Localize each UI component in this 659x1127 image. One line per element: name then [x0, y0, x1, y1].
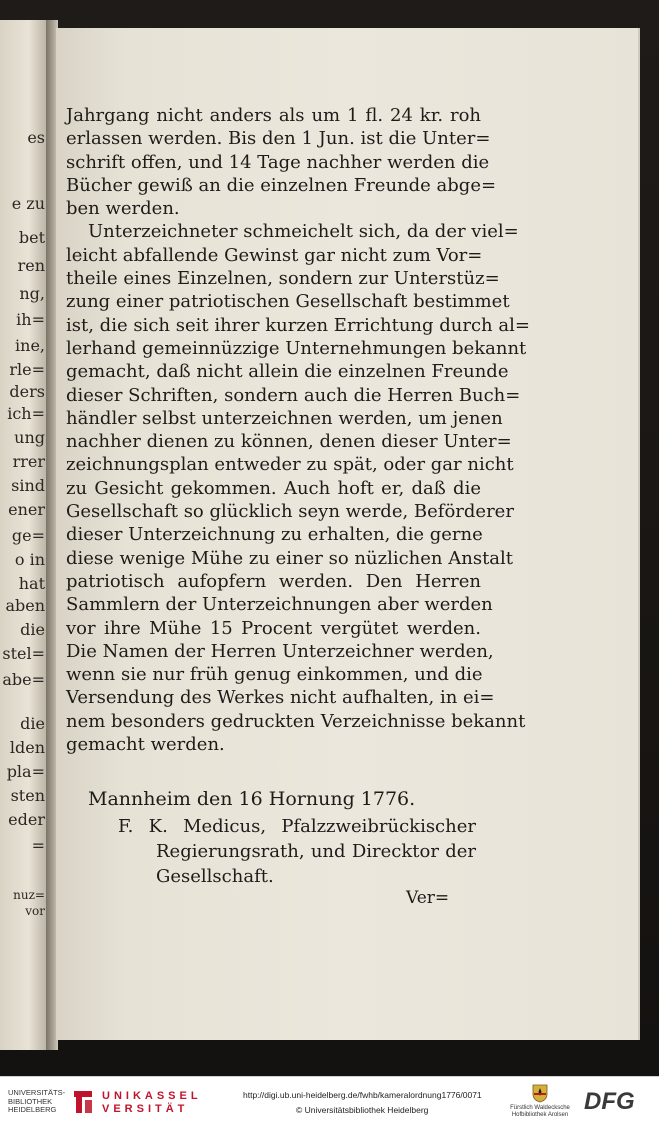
left-fragment: die: [20, 620, 45, 639]
ub-heidelberg-logo[interactable]: UNIVERSITÄTS-BIBLIOTHEK HEIDELBERG: [8, 1088, 66, 1114]
left-fragment: aben: [5, 596, 45, 615]
left-fragment: abe=: [2, 670, 45, 689]
text-line: Gesellschaft so glücklich seyn werde, Beförderer: [66, 501, 514, 523]
waldeck-library-logo[interactable]: [500, 1083, 580, 1119]
left-fragment: ine,: [15, 336, 45, 355]
left-fragment: o in: [14, 550, 45, 569]
left-fragment: ih=: [16, 310, 45, 329]
waldeck-label: Fürstlich Waldecksche Hofbibliothek Arolsen: [510, 1105, 570, 1118]
text-line: theile eines Einzelnen, sondern zur Unterstüz=: [66, 268, 500, 290]
signature-line: Regierungsrath, und Direcktor der: [156, 841, 476, 862]
text-line: vor ihre Mühe 15 Procent vergütet werden.: [66, 617, 481, 639]
left-fragment: ren: [17, 256, 45, 275]
text-line: diese wenige Mühe zu einer so nüzlichen Anstalt: [66, 547, 514, 569]
text-line: gemacht, daß nicht allein die einzelnen Freunde: [66, 361, 509, 383]
left-fragment: ung: [14, 428, 45, 447]
left-fragment: pla=: [6, 762, 45, 781]
body-text: [66, 104, 530, 756]
dfg-logo[interactable]: DFG: [584, 1088, 635, 1115]
left-fragment: e zu: [11, 194, 45, 213]
text-line: erlassen werden. Bis den 1 Jun. ist die Unter=: [66, 128, 491, 150]
kassel-line-1: UNIKASSEL: [102, 1090, 202, 1102]
left-fragment: vor: [25, 904, 45, 918]
viewer-footer: [0, 1076, 659, 1127]
text-line: dieser Schriften, sondern auch die Herren Buch=: [66, 384, 521, 406]
text-line: händler selbst unterzeichnen werden, um jenen: [66, 407, 503, 429]
text-line: Jahrgang nicht anders als um 1 fl. 24 kr. roh: [66, 105, 481, 126]
text-line: schrift offen, und 14 Tage nachher werden die: [66, 151, 490, 173]
left-fragment: rle=: [9, 360, 45, 379]
left-fragment: =: [31, 836, 45, 855]
catchword: Ver=: [406, 888, 450, 908]
text-line: zu Gesicht gekommen. Auch hoft er, daß die: [66, 477, 481, 499]
uni-kassel-logo[interactable]: [72, 1087, 232, 1119]
left-fragment: ge=: [11, 526, 45, 545]
left-fragment: ng,: [19, 284, 45, 303]
left-fragment: hat: [18, 574, 45, 593]
text-line: nem besonders gedruckten Verzeichnisse bekannt: [66, 710, 526, 732]
left-fragment: ener: [8, 500, 45, 519]
left-fragment: lden: [9, 738, 45, 757]
text-line: lerhand gemeinnüzzige Unternehmungen bekannt: [66, 337, 527, 359]
text-line: wenn sie nur früh genug einkommen, und die: [66, 664, 483, 686]
text-line: Die Namen der Herren Unterzeichner werden,: [66, 640, 494, 662]
left-page-edge: [0, 20, 48, 1050]
left-fragment: bet: [18, 228, 45, 247]
left-fragment: die: [20, 714, 45, 733]
text-line: Bücher gewiß an die einzelnen Freunde abge=: [66, 174, 497, 196]
signature-block: [118, 814, 476, 889]
text-line: Versendung des Werkes nicht aufhalten, in ei=: [66, 687, 495, 709]
left-fragment: ders: [9, 382, 45, 401]
text-line: leicht abfallende Gewinst gar nicht zum Vor=: [66, 244, 483, 266]
left-fragment: es: [27, 128, 45, 147]
text-line: ben werden.: [66, 198, 180, 220]
left-fragment: sten: [10, 786, 45, 805]
crest-icon: [532, 1083, 548, 1103]
text-line: zeichnungsplan entweder zu spät, oder gar nicht: [66, 454, 514, 476]
left-fragment: stel=: [2, 644, 45, 663]
date-line: Mannheim den 16 Hornung 1776.: [88, 788, 416, 810]
text-line: Unterzeichneter schmeichelt sich, da der viel=: [88, 221, 519, 243]
text-line: dieser Unterzeichnung zu erhalten, die gerne: [66, 524, 483, 546]
text-line: zung einer patriotischen Gesellschaft bestimmet: [66, 291, 510, 313]
permalink-url[interactable]: http://digi.ub.uni-heidelberg.de/fwhb/kameralordnung1776/0071: [243, 1090, 482, 1100]
text-line: patriotisch aufopfern werden. Den Herren: [66, 570, 481, 592]
text-line: Sammlern der Unterzeichnungen aber werden: [66, 594, 493, 616]
left-fragment: ich=: [7, 404, 45, 423]
text-line: nachher dienen zu können, denen dieser Unter=: [66, 431, 512, 453]
copyright-text: © Universitätsbibliothek Heidelberg: [296, 1105, 429, 1115]
kassel-line-2: VERSITÄT: [102, 1103, 189, 1115]
signature-line: Gesellschaft.: [156, 866, 274, 887]
text-line: ist, die sich seit ihrer kurzen Errichtung durch al=: [66, 314, 530, 336]
signature-line: F. K. Medicus, Pfalzzweibrückischer: [118, 816, 476, 837]
left-fragment: sind: [11, 476, 45, 495]
kassel-mark-icon: [72, 1089, 94, 1115]
left-fragment: eder: [8, 810, 45, 829]
left-fragment: nuz=: [13, 888, 45, 902]
text-line: gemacht werden.: [66, 734, 225, 756]
left-fragment: rrer: [12, 452, 45, 471]
